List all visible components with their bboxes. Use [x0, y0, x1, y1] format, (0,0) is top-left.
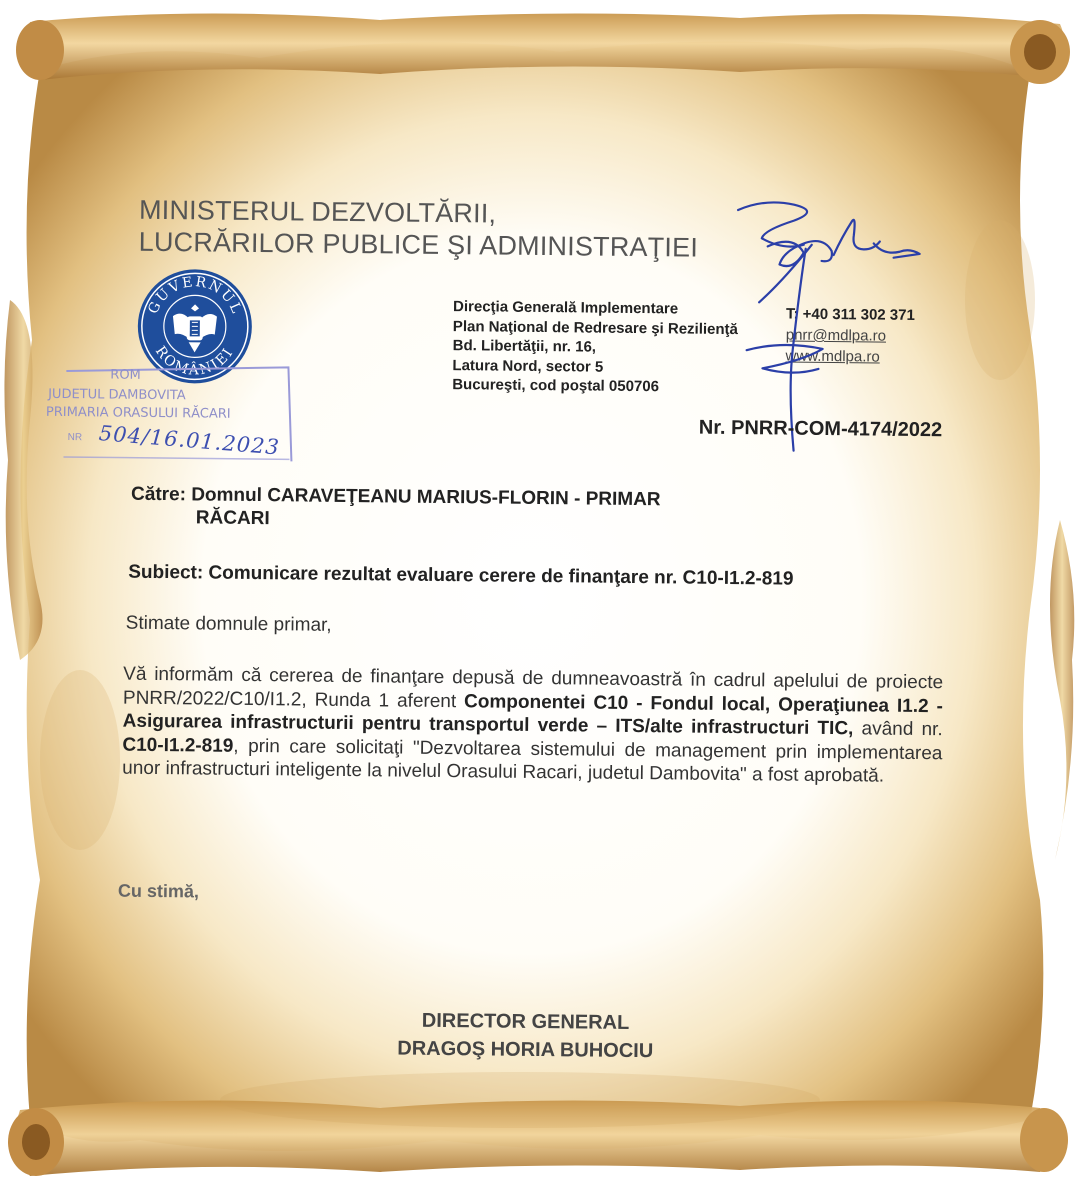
body-text-1: Vă informăm că cererea de finanţare depusă de dumneavoastră în cadrul apelului de proiecte PNRR/2022/C10/I1.2, Runda 1 aferent [122, 663, 944, 712]
address-line: Plan Naţional de Redresare şi Rezilienţă [452, 317, 739, 338]
recipient-line-1: Către: Domnul CARAVEŢEANU MARIUS-FLORIN - PRIMAR [130, 483, 661, 511]
seal-bottom-text: ROMÂNIEI [151, 343, 238, 379]
address-line: Latura Nord, sector 5 [452, 356, 604, 376]
stamp-nr-label: NR [67, 432, 83, 444]
signatory-title: DIRECTOR GENERAL [421, 1009, 630, 1034]
address-line: Direcţia Generală Implementare [452, 298, 679, 318]
address-block [452, 297, 738, 397]
contact-phone: T: +40 311 302 371 [785, 305, 915, 324]
seal-top-text: GUVERNUL [145, 274, 245, 318]
ministry-line-2: LUCRĂRILOR PUBLICE ŞI ADMINISTRAŢIEI [138, 226, 699, 263]
document-number: Nr. PNRR-COM-4174/2022 [698, 416, 943, 442]
contact-web-link[interactable]: www.mdlpa.ro [785, 347, 880, 366]
ministry-line-1: MINISTERUL DEZVOLTĂRII, [138, 194, 497, 229]
stamp-handwritten-number: 504/16.01.2023 [97, 421, 281, 460]
stamp-line-2: JUDETUL DAMBOVITA [48, 386, 186, 404]
body-bold-number: C10-I1.2-819 [122, 734, 234, 757]
address-line: Bucureşti, cod poştal 050706 [452, 376, 660, 396]
subject-line: Subiect: Comunicare rezultat evaluare cerere de finanţare nr. C10-I1.2-819 [128, 561, 794, 590]
body-paragraph [122, 663, 943, 789]
recipient-block [131, 483, 661, 535]
stamp-line-3: PRIMARIA ORASULUI RĂCARI [45, 404, 231, 422]
signatory-name: DRAGOŞ HORIA BUHOCIU [397, 1037, 654, 1063]
ministry-heading [139, 194, 699, 264]
stamp-line-1: ROM [110, 367, 141, 383]
signatory-block [395, 1007, 656, 1066]
address-line: Bd. Libertăţii, nr. 16, [452, 337, 597, 356]
body-bold-component: Componentei C10 - Fondul local, Operaţiunea I1.2 - Asigurarea infrastructurii pentru transportul verde – ITS/alte infrastructuri TIC, [122, 690, 944, 740]
body-text-3: , prin care solicitaţi "Dezvoltarea sistemului de management prin implementarea unor infrastructuri inteligente la nivelul Orasului Racari, judetul Dambovita" a fost aprobată. [122, 735, 943, 787]
contact-email-link[interactable]: pnrr@mdlpa.ro [785, 326, 887, 345]
closing-salutation: Cu stimă, [117, 880, 200, 902]
body-text-2: având nr. [853, 718, 943, 741]
greeting: Stimate domnule primar, [125, 612, 332, 636]
recipient-line-2: RĂCARI [195, 507, 270, 530]
